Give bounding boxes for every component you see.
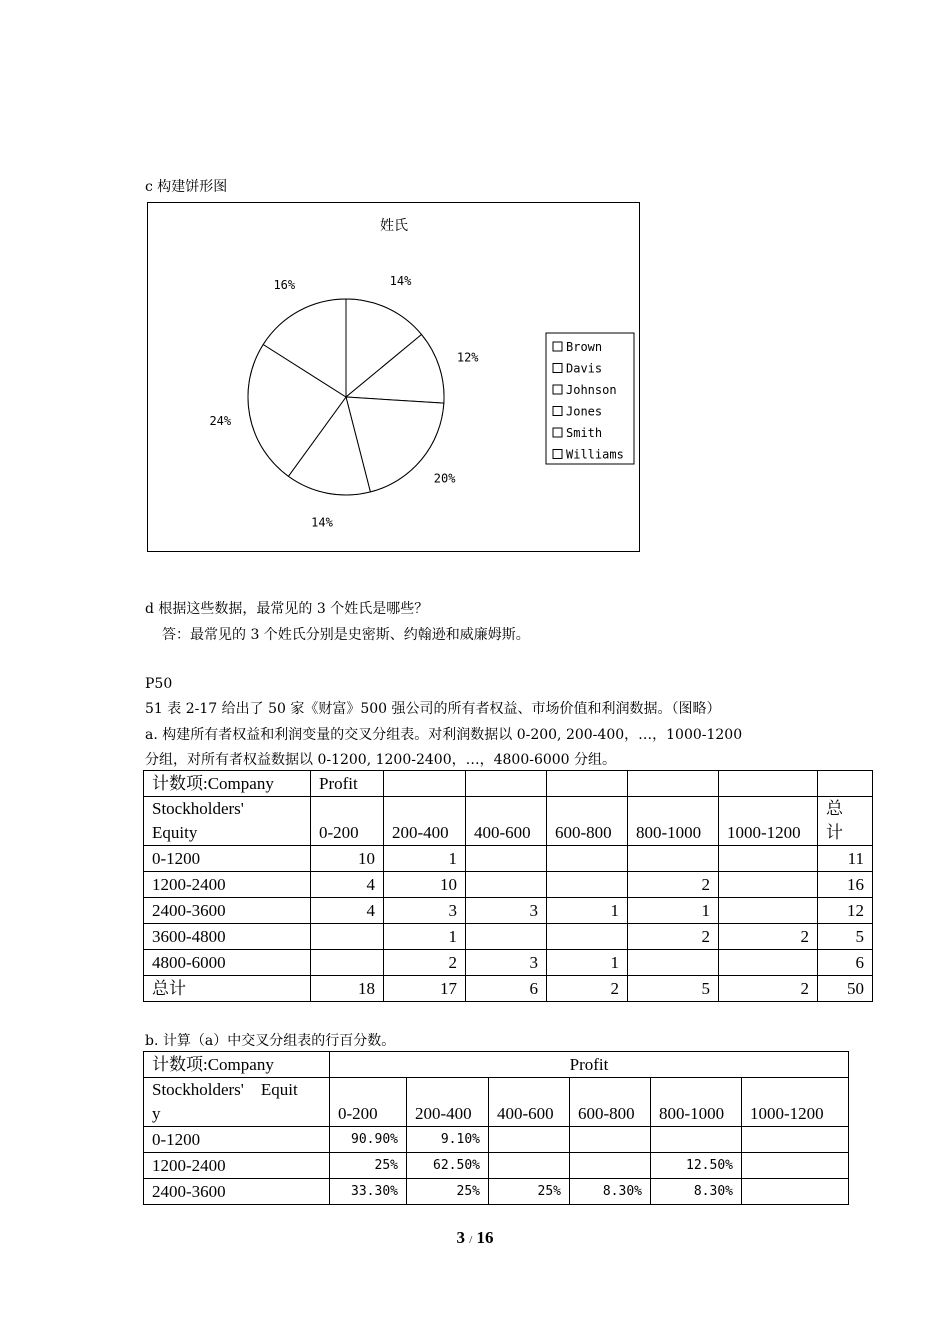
- row-label: 4800-6000: [144, 950, 311, 976]
- table-cell: 10: [311, 846, 384, 872]
- legend-swatch-johnson: [553, 385, 562, 394]
- table-cell: [466, 924, 547, 950]
- column-header: 600-800: [547, 797, 628, 846]
- table-cell: 8.30%: [651, 1179, 742, 1205]
- row-total: 5: [818, 924, 873, 950]
- table-cell: 25%: [489, 1179, 570, 1205]
- table-cell: [628, 950, 719, 976]
- column-header: 200-400: [384, 797, 466, 846]
- row-label: 3600-4800: [144, 924, 311, 950]
- table-cell: [466, 872, 547, 898]
- table-row: [144, 1127, 849, 1153]
- table-cell: 25%: [407, 1179, 489, 1205]
- column-header: 400-600: [466, 797, 547, 846]
- legend-swatch-smith: [553, 428, 562, 437]
- legend-swatch-jones: [553, 407, 562, 416]
- answer-d: 答：最常见的 3 个姓氏分别是史密斯、约翰逊和威廉姆斯。: [162, 627, 530, 643]
- column-header: 800-1000: [628, 797, 719, 846]
- table-cell: 90.90%: [330, 1127, 407, 1153]
- table-cell: 17: [384, 976, 466, 1002]
- table-cell: 3: [384, 898, 466, 924]
- row-label: 2400-3600: [144, 1179, 330, 1205]
- table-cell: 2: [384, 950, 466, 976]
- row-header-cell: Stockholders' Equity: [144, 797, 311, 846]
- legend-label-brown: Brown: [566, 340, 603, 354]
- crosstab-table: [143, 770, 873, 1002]
- legend-label-davis: Davis: [566, 361, 603, 376]
- table-cell: [311, 924, 384, 950]
- pie-label-jones: 14%: [311, 515, 333, 530]
- table-cell: 12.50%: [651, 1153, 742, 1179]
- table-cell: [547, 924, 628, 950]
- table-cell: [719, 898, 818, 924]
- table-cell: [719, 872, 818, 898]
- row-label: 0-1200: [144, 846, 311, 872]
- table-cell: [489, 1153, 570, 1179]
- pie-chart: [148, 203, 639, 551]
- row-label: 1200-2400: [144, 1153, 330, 1179]
- table-cell: 8.30%: [570, 1179, 651, 1205]
- legend-label-smith: Smith: [566, 426, 603, 440]
- row-total: 6: [818, 950, 873, 976]
- table-row: [144, 924, 873, 950]
- table-cell: 2: [547, 976, 628, 1002]
- table-cell: 62.50%: [407, 1153, 489, 1179]
- table-cell: 18: [311, 976, 384, 1002]
- table-row: [144, 846, 873, 872]
- table-cell: [466, 846, 547, 872]
- table-cell: [570, 1127, 651, 1153]
- table-cell: 2: [719, 924, 818, 950]
- row-label: 0-1200: [144, 1127, 330, 1153]
- pie-chart-frame: [147, 202, 640, 552]
- page-ref: P50: [145, 676, 173, 692]
- table-cell: 5: [628, 976, 719, 1002]
- row-percent-table: [143, 1051, 849, 1205]
- table-cell: 1: [384, 846, 466, 872]
- table-cell: 6: [466, 976, 547, 1002]
- table-cell: 3: [466, 950, 547, 976]
- table-cell: 4: [311, 898, 384, 924]
- pie-label-johnson: 20%: [433, 471, 456, 486]
- legend-label-jones: Jones: [566, 404, 603, 419]
- profit-header: Profit: [311, 771, 384, 797]
- table-cell: [547, 846, 628, 872]
- table-row: [144, 1179, 849, 1205]
- pie-label-brown: 14%: [389, 274, 412, 289]
- total-column-header: 总 计: [818, 797, 873, 846]
- table-header-row: [144, 797, 873, 846]
- legend-swatch-davis: [553, 364, 562, 373]
- chart-title: 姓氏: [380, 218, 408, 234]
- table-cell: 4: [311, 872, 384, 898]
- column-header: 1000-1200: [719, 797, 818, 846]
- table-total-row: [144, 976, 873, 1002]
- table-row: [144, 1052, 849, 1078]
- legend-swatch-williams: [553, 450, 562, 459]
- table-cell: [719, 846, 818, 872]
- question-51a-line1: a. 构建所有者权益和利润变量的交叉分组表。对利润数据以 0-200, 200-400，…，1000-1200: [145, 727, 743, 743]
- column-header: 0-200: [330, 1078, 407, 1127]
- row-label: 1200-2400: [144, 872, 311, 898]
- legend-swatch-brown: [553, 342, 562, 351]
- row-total: 11: [818, 846, 873, 872]
- table-cell: [651, 1127, 742, 1153]
- pie-label-smith: 24%: [209, 414, 232, 428]
- question-d: d 根据这些数据，最常见的 3 个姓氏是哪些？: [145, 601, 429, 617]
- corner-cell: 计数项:Company: [144, 771, 311, 797]
- corner-cell: 计数项:Company: [144, 1052, 330, 1078]
- table-cell: 3: [466, 898, 547, 924]
- row-label: 2400-3600: [144, 898, 311, 924]
- table-row: [144, 872, 873, 898]
- table-cell: 2: [628, 872, 719, 898]
- table-row: [144, 771, 873, 797]
- row-total: 16: [818, 872, 873, 898]
- table-row: [144, 898, 873, 924]
- table-cell: [489, 1127, 570, 1153]
- table-cell: 1: [547, 898, 628, 924]
- row-label: 总计: [144, 976, 311, 1002]
- table-cell: 2: [628, 924, 719, 950]
- column-header: 0-200: [311, 797, 384, 846]
- question-51b: b. 计算（a）中交叉分组表的行百分数。: [145, 1033, 396, 1049]
- table-header-row: [144, 1078, 849, 1127]
- column-header: 1000-1200: [742, 1078, 849, 1127]
- legend-label-williams: Williams: [566, 447, 624, 462]
- legend-label-johnson: Johnson: [566, 383, 617, 397]
- table-cell: 1: [547, 950, 628, 976]
- table-cell: [742, 1153, 849, 1179]
- page-number: 3 / 16: [456, 1228, 494, 1247]
- column-header: 600-800: [570, 1078, 651, 1127]
- column-header: 200-400: [407, 1078, 489, 1127]
- table-row: [144, 1153, 849, 1179]
- table-cell: 2: [719, 976, 818, 1002]
- pie-label-davis: 12%: [456, 350, 479, 365]
- grand-total: 50: [818, 976, 873, 1002]
- table-cell: [719, 950, 818, 976]
- table-cell: [742, 1127, 849, 1153]
- row-header-cell: Stockholders' Equit y: [144, 1078, 330, 1127]
- question-51a-line2: 分组，对所有者权益数据以 0-1200, 1200-2400，…，4800-6000 分组。: [145, 752, 617, 768]
- table-cell: [628, 846, 719, 872]
- profit-header: Profit: [330, 1052, 849, 1078]
- table-cell: [742, 1179, 849, 1205]
- section-c-heading: c 构建饼形图: [145, 179, 228, 195]
- table-cell: [547, 872, 628, 898]
- column-header: 400-600: [489, 1078, 570, 1127]
- pie-label-williams: 16%: [273, 277, 296, 292]
- table-cell: 25%: [330, 1153, 407, 1179]
- table-cell: 1: [384, 924, 466, 950]
- column-header: 800-1000: [651, 1078, 742, 1127]
- table-cell: 10: [384, 872, 466, 898]
- table-row: [144, 950, 873, 976]
- table-cell: 9.10%: [407, 1127, 489, 1153]
- table-cell: 1: [628, 898, 719, 924]
- table-cell: [311, 950, 384, 976]
- table-cell: [570, 1153, 651, 1179]
- table-cell: 33.30%: [330, 1179, 407, 1205]
- question-51: 51 表 2-17 给出了 50 家《财富》500 强公司的所有者权益、市场价值和利润数据。（图略）: [145, 701, 721, 717]
- row-total: 12: [818, 898, 873, 924]
